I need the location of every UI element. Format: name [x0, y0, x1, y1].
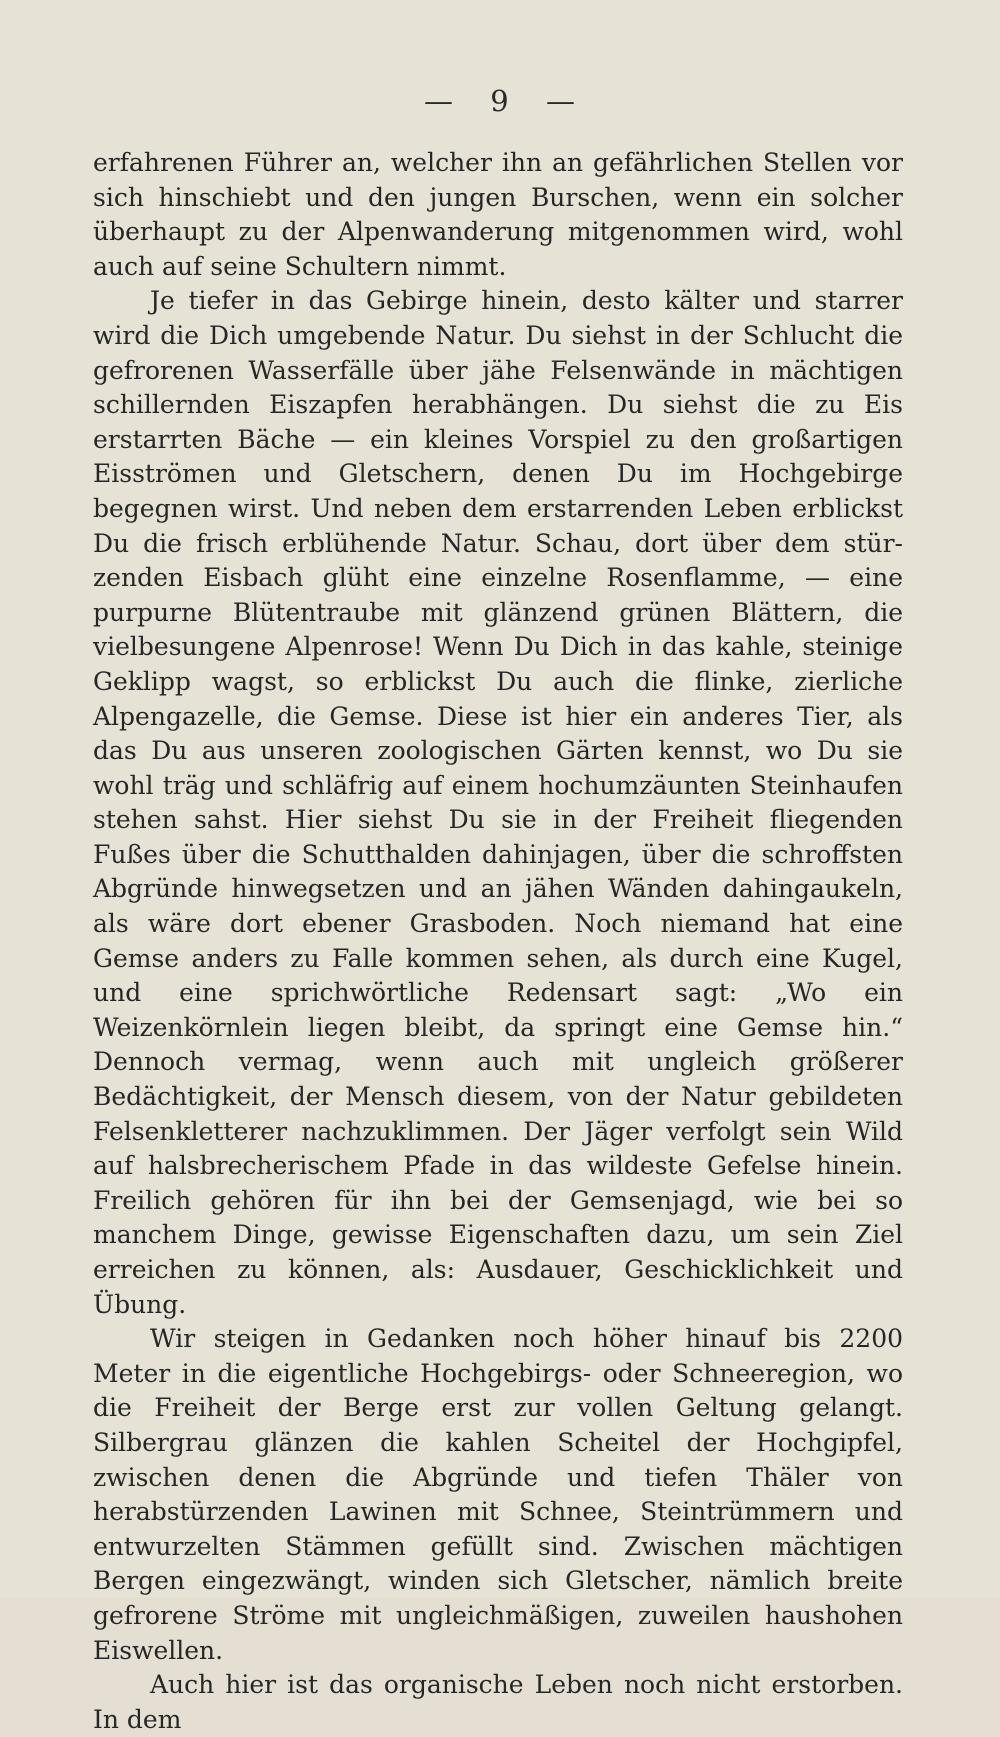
paragraph-4: Auch hier ist das organische Leben noch nicht erstorben. In dem: [93, 1670, 903, 1734]
page-number-dash-left: —: [424, 84, 455, 118]
page-number-dash-right: —: [545, 84, 576, 118]
body-text: [93, 146, 903, 1737]
page-number: 9: [490, 84, 510, 118]
paragraph-2: Je tiefer in das Gebirge hinein, desto kälter und starrer wird die Dich umgebende Natur. Du siehst in der Schlucht die gefrorenen Wasserfälle über jähe Felsenwände in mächtigen schillernden Eiszapfen herabhängen. Du siehst die zu Eis erstarrten Bäche — ein kleines Vorspiel zu den großartigen Eisströmen und Gletschern, denen Du im Hochgebirge begegnen wirst. Und neben dem erstarrenden Leben erblickst Du die frisch erblühende Natur. Schau, dort über dem stürzenden Eisbach glüht eine einzelne Rosenflamme, — eine purpurne Blütentraube mit glänzend grünen Blättern, die vielbesungene Alpenrose! Wenn Du Dich in das kahle, steinige Geklipp wagst, so erblickst Du auch die flinke, zierliche Alpengazelle, die Gemse. Diese ist hier ein anderes Tier, als das Du aus unseren zoologischen Gärten kennst, wo Du sie wohl träg und schläfrig auf einem hochumzäunten Steinhaufen stehen sahst. Hier siehst Du sie in der Freiheit fliegenden Fußes über die Schutthalden dahinjagen, über die schroffsten Abgründe hinwegsetzen und an jähen Wänden dahingaukeln, als wäre dort ebener Grasboden. Noch niemand hat eine Gemse anders zu Falle kommen sehen, als durch eine Kugel, und eine sprichwörtliche Redensart sagt: „Wo ein Weizenkörnlein liegen bleibt, da springt eine Gemse hin.“ Dennoch vermag, wenn auch mit ungleich größerer Bedächtigkeit, der Mensch diesem, von der Natur gebildeten Felsenkletterer nachzuklimmen. Der Jäger verfolgt sein Wild auf halsbrecherischem Pfade in das wildeste Gefelse hinein. Freilich gehören für ihn bei der Gemsenjagd, wie bei so manchem Dinge, gewisse Eigenschaften dazu, um sein Ziel erreichen zu können, als: Ausdauer, Geschicklichkeit und Übung.: [93, 286, 903, 1319]
paragraph-3: Wir steigen in Gedanken noch höher hinauf bis 2200 Meter in die eigentliche Hochgebirgs- oder Schneeregion, wo die Freiheit der Berge erst zur vollen Geltung gelangt. Silbergrau glänzen die kahlen Scheitel der Hochgipfel, zwischen denen die Abgründe und tiefen Thäler von herabstürzenden Lawinen mit Schnee, Steintrümmern und entwurzelten Stämmen gefüllt sind. Zwischen mächtigen Bergen eingezwängt, winden sich Gletscher, nämlich breite gefrorene Ströme mit ungleichmäßigen, zuweilen haushohen Eiswellen.: [93, 1324, 903, 1665]
page-number-line: [0, 84, 1000, 118]
paragraph-1: erfahrenen Führer an, welcher ihn an gefährlichen Stellen vor sich hinschiebt und den jungen Burschen, wenn ein solcher überhaupt zu der Alpenwanderung mitgenommen wird, wohl auch auf seine Schultern nimmt.: [93, 148, 903, 281]
